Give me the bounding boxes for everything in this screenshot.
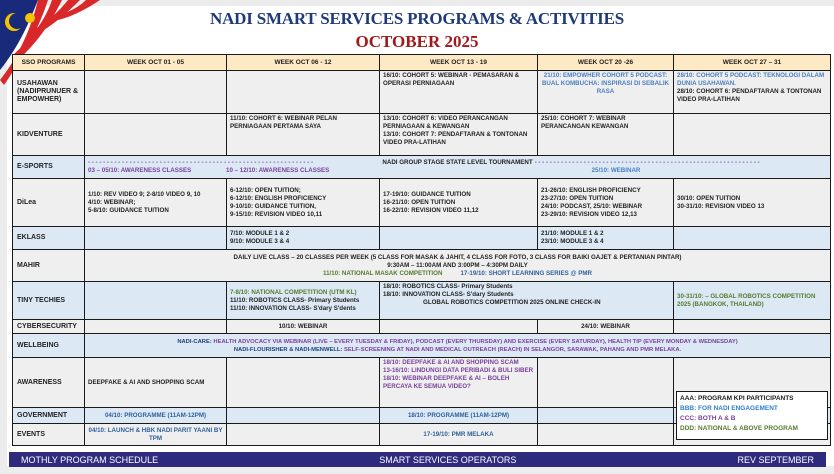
row-label: GOVERNMENT [13,408,85,424]
cell-line: 28/10: COHORT 6: PENDAFTARAN & TONTONAN VIDEO PRA-LATIHAN [677,88,822,103]
cell-line: 18/10: WEBINAR DEEPFAKE & AI – BOLEH PERCAYA KE SEMUA VIDEO? [383,375,510,390]
column-header: WEEK OCT 01 - 05 [85,55,227,71]
cell [538,179,674,227]
cell-line: 23-29/10: REVISION VIDEO 12,13 [541,210,637,218]
page-subtitle: OCTOBER 2025 [355,32,479,51]
wellbeing-cell [85,334,831,358]
footer-right: REV SEPTEMBER [737,454,814,465]
row-label: USAHAWAN (NADIPRUNUER & EMPOWHER) [13,71,85,114]
cell-line: 28/10: COHORT 5 PODCAST: TEKNOLOGI DALAM DUNIA USAHAWAN. [677,72,825,87]
cell [227,358,380,408]
wellbeing-flour-text: SELF-SCREENING AT NADI AND MEDICAL OUTREACH (REACH) IN SELANGOR, SARAWAK, PAHANG AND PMR MELAKA. [343,346,682,353]
esports-cell [85,156,831,179]
page-title: NADI SMART SERVICES PROGRAMS & ACTIVITIES [210,9,624,28]
cell-line: 18/10: INNOVATION CLASS- S'dary Students [383,291,514,298]
table-row-eklass [13,227,831,250]
table-row-tinytechies [13,282,831,320]
table-row-mahir [13,250,831,282]
cell [538,424,674,446]
mahir-event: 11/10: NATIONAL MASAK COMPETITION [323,269,443,277]
cell: 25/10: COHORT 7: WEBINAR PERANCANGAN KEWANGAN [538,114,674,156]
cell [538,358,674,408]
cell: DEEPFAKE & AI AND SHOPPING SCAM [85,358,227,408]
cell [380,282,674,320]
cell-line: 21/10: MODULE 1 & 2 [541,230,604,237]
cell: 04/10: PROGRAMME (11AM-12PM) [85,408,227,424]
cell: 10/10: WEBINAR [227,320,380,334]
cell-line: GLOBAL ROBOTICS COMPETITION 2025 ONLINE CHECK-IN [423,299,601,306]
cell-line: 11/10: INNOVATION CLASS- S'dary S'dents [230,304,356,312]
cell [85,71,227,114]
cell [380,358,538,408]
cell [227,227,380,250]
cell [674,227,831,250]
cell [674,179,831,227]
legend-item: DDD: NATIONAL & ABOVE PROGRAM [680,425,798,432]
cell [227,71,380,114]
cell [380,320,538,334]
mahir-line1: DAILY LIVE CLASS – 20 CLASSES PER WEEK (5 CLASS FOR MASAK & JAHIT, 4 CLASS FOR FOTO, 3 CLASS FOR BAIKI GAJET & PERTANIAN PINTAR) [233,253,682,261]
row-label: EVENTS [13,424,85,446]
footer-left: MOTHLY PROGRAM SCHEDULE [21,454,159,465]
cell [380,227,538,250]
cell-line: 30/10: OPEN TUITION [677,194,741,202]
wellbeing-flour-prefix: NADI-FLOURISHER & NADI-MENWELL: [233,346,343,353]
column-header: WEEK OCT 06 - 12 [227,55,380,71]
cell [674,114,831,156]
legend-item: AAA: PROGRAM KPI PARTICIPANTS [680,395,794,402]
table-row-wellbeing [13,334,831,358]
cell-line: 16-21/10: OPEN TUITION [383,198,456,206]
cell-line: 17-19/10: GUIDANCE TUITION [383,190,471,198]
cell [674,320,831,334]
cell-line: 9-15/10: REVISION VIDEO 10,11 [230,210,323,218]
dash-line: - - - - - - - - - - - - - - - - - - - - - - - - - - - - - - - - - - - - - - - - - - - - - - - - - - - - - - - - - - - - [534,159,760,166]
wellbeing-care-prefix: NADI-CARE: [177,338,212,345]
cell-line: 30-31/10: REVISION VIDEO 13 [677,202,765,210]
cell [85,114,227,156]
cell [380,114,538,156]
row-label: E-SPORTS [13,156,85,179]
row-label: KIDVENTURE [13,114,85,156]
cell-line: 21-26/10: ENGLISH PROFICIENCY [541,186,641,194]
cell-line: 4/10: WEBINAR; [88,198,136,206]
legend-item: BBB: FOR NADI ENGAGEMENT [680,405,778,412]
row-label: MAHIR [13,250,85,282]
cell: 17-19/10: PMR MELAKA [380,424,538,446]
cell-line: 18/10: DEEPFAKE & AI AND SHOPPING SCAM [383,359,519,366]
table-row-kidventure [13,114,831,156]
mahir-event: 17-19/10: SHORT LEARNING SERIES @ PMR [460,269,592,277]
cell [538,408,674,424]
column-header: WEEK OCT 20 -26 [538,55,674,71]
table-row-dilea [13,179,831,227]
cell-line: 7-8/10: NATIONAL COMPETITION (UTM KL) [230,288,357,296]
tournament-banner: NADI GROUP STAGE STATE LEVEL TOURNAMENT [382,159,533,166]
cell [85,227,227,250]
column-header: WEEK OCT 27 – 31 [674,55,831,71]
dash-line: - - - - - - - - - - - - - - - - - - - - - - - - - - - - - - - - - - - - - - - - - - - - - - - - - - - - - - - - - - - - [88,159,314,166]
cell [227,424,380,446]
cell-line: 11/10: ROBOTICS CLASS- Primary Students [230,296,360,304]
esports-event: 10 – 12/10: AWARENESS CLASSES [226,167,330,174]
row-label: CYBERSECURITY [13,320,85,334]
row-label: DiLea [13,179,85,227]
cell-line: 16-22/10: REVISION VIDEO 11,12 [383,206,479,214]
footer-center: SMART SERVICES OPERATORS [379,454,517,465]
cell [85,320,227,334]
cell-line: 5-8/10: GUIDANCE TUITION [88,206,169,214]
cell-line: 18/10: ROBOTICS CLASS- Primary Students [383,283,513,290]
esports-event: 03 – 05/10: AWARENESS CLASSES [88,167,192,174]
cell: 18/10: PROGRAMME (11AM-12PM) [380,408,538,424]
footer-bar [9,452,826,467]
row-label: EKLASS [13,227,85,250]
cell: 24/10: WEBINAR [538,320,674,334]
cell [380,179,538,227]
column-header: SSO PROGRAMS [13,55,85,71]
legend [676,391,828,440]
row-label: WELLBEING [13,334,85,358]
cell-line: 7/10: MODULE 1 & 2 [230,230,290,237]
cell-line: 13-16/10: LINDUNGI DATA PERIBADI & BULI SIBER [383,367,534,374]
cell-line: 23/10: MODULE 3 & 4 [541,238,604,245]
esports-event: 25/10: WEBINAR [591,167,641,174]
cell: 16/10: COHORT 5: WEBINAR - PEMASARAN & OPERASI PERNIAGAAN [380,71,538,114]
cell-line: 13/10: COHORT 6: VIDEO PERANCANGAN PERNIAGAAN & KEWANGAN [383,115,508,130]
cell [227,179,380,227]
header-row [13,55,831,71]
cell-line: 9/10: MODULE 3 & 4 [230,238,290,245]
cell: 04/10: LAUNCH & HBK NADI PARIT YAANI BY TPM [85,424,227,446]
schedule-table [12,54,831,446]
legend-item: CCC: BOTH A & B [680,415,736,422]
cell-line: 13/10: COHORT 7: PENDAFTARAN & TONTONAN VIDEO PRA-LATIHAN [383,131,528,146]
table-row-esports [13,156,831,179]
cell [85,282,227,320]
row-label: TINY TECHIES [13,282,85,320]
table-row-usahawan [13,71,831,114]
mahir-cell [85,250,831,282]
table-row-cybersecurity [13,320,831,334]
cell-line: 9-10/10: GUIDANCE TUITION, [230,202,316,210]
cell [674,71,831,114]
cell-line: 24/10: PODCAST, 25/10: WEBINAR [541,202,643,210]
cell-line: 6-12/10: OPEN TUITION; [230,186,301,194]
cell: 11/10: COHORT 6: WEBINAR PELAN PERNIAGAAN PERTAMA SAYA [227,114,380,156]
cell-line: 23-27/10: OPEN TUITION [541,194,614,202]
cell [227,282,380,320]
cell: 21/10: EMPOWHER COHORT 5 PODCAST: BUAL KOMBUCHA: INSPIRASI DI SEBALIK RASA [538,71,674,114]
cell: 30-31/10: – GLOBAL ROBOTICS COMPETITION 2025 (BANGKOK, THAILAND) [674,282,831,320]
row-label: AWARENESS [13,358,85,408]
cell-line: 6-12/10: ENGLISH PROFICIENCY [230,194,327,202]
cell [538,227,674,250]
wellbeing-care-text: HEALTH ADVOCACY VIA WEBINAR (LIVE – EVERY TUESDAY & FRIDAY), PODCAST (EVERY THURSDAY) AND EXERCISE (EVERY SATURDAY), HEALTH TIP (EVERY MONDAY & WEDNESDAY) [213,338,738,345]
mahir-line2: 9:30AM – 11:00AM AND 3:00PM – 4:30PM DAILY [387,261,528,269]
column-header: WEEK OCT 13 - 19 [380,55,538,71]
cell [227,408,380,424]
cell-line: 1/10: REV VIDEO 9; 2-8/10 VIDEO 9, 10 [88,190,201,198]
cell [85,179,227,227]
